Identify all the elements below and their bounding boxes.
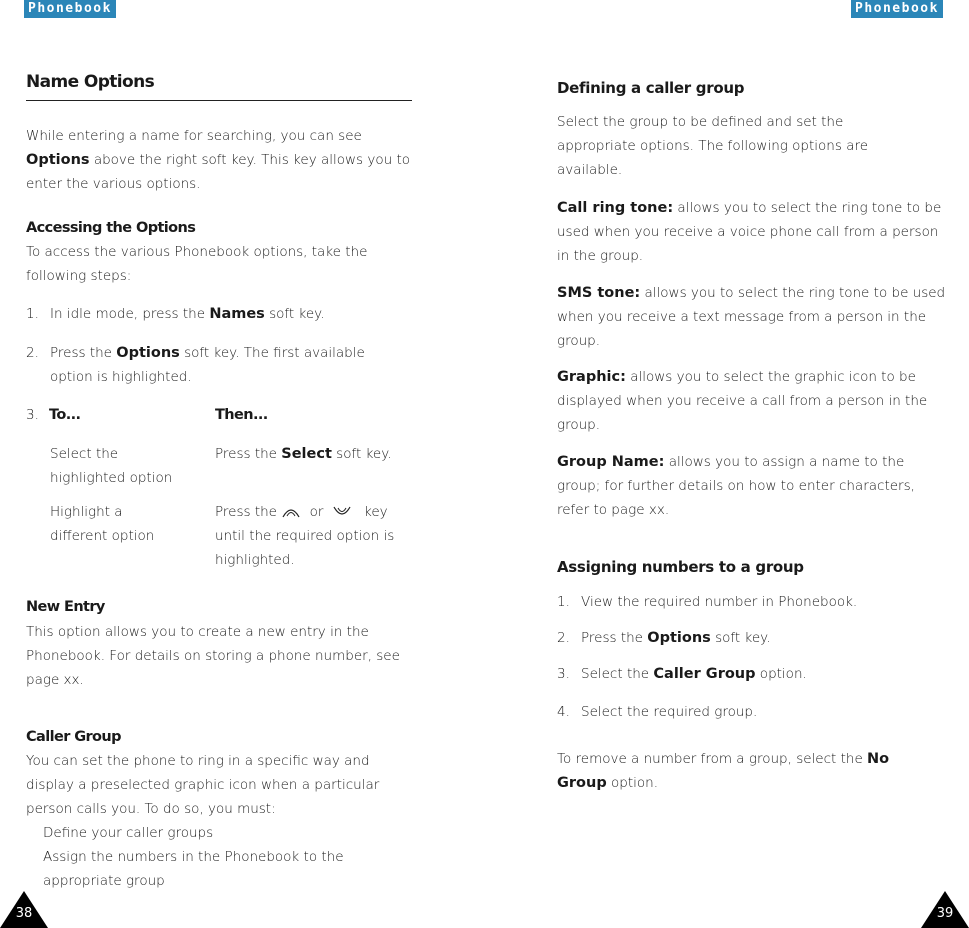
- assign-step-4-number: 4.: [557, 704, 570, 720]
- remove-group-text: To remove a number from a group, select the No Group option.: [557, 751, 890, 791]
- caller-group-text: You can set the phone to ring in a specific way and display a preselected graphic icon when a particular person calls you. To do so, you must:: [26, 753, 380, 817]
- option-graphic: Graphic: allows you to select the graphic icon to be displayed when you receive a call from a person in the group.: [557, 369, 928, 433]
- new-entry-text: This option allows you to create a new entry in the Phonebook. For details on storing a phone number, see page xx.: [26, 624, 400, 688]
- header-tab-right: Phonebook: [851, 0, 943, 18]
- assign-step-1-text: View the required number in Phonebook.: [581, 594, 858, 610]
- assign-step-2-text: Press the Options soft key.: [581, 630, 771, 646]
- page-number-right: 39: [936, 906, 954, 921]
- row1-then: Press the Select soft key.: [215, 446, 392, 462]
- intro-paragraph: While entering a name for searching, you can see Options above the right soft key. This key allows you to enter the various options.: [26, 128, 411, 192]
- assign-step-3-text: Select the Caller Group option.: [581, 666, 807, 682]
- option-call-ring-tone: Call ring tone: allows you to select the ring tone to be used when you receive a voice phone call from a person in the group.: [557, 200, 942, 264]
- assign-step-2-number: 2.: [557, 630, 570, 646]
- option-sms-tone: SMS tone: allows you to select the ring tone to be used when you receive a text message from a person in the group.: [557, 285, 946, 349]
- row2-to: Highlight a different option: [50, 504, 155, 544]
- step-1-number: 1.: [26, 306, 39, 322]
- defining-text: Select the group to be defined and set the appropriate options. The following options are available.: [557, 114, 869, 178]
- row2-then-line1: Press the or key: [215, 504, 388, 520]
- new-entry-heading: New Entry: [26, 599, 105, 615]
- assigning-heading: Assigning numbers to a group: [557, 558, 804, 576]
- header-tab-left: Phonebook: [24, 0, 116, 18]
- caller-group-item-1: Define your caller groups: [43, 825, 214, 841]
- accessing-heading: Accessing the Options: [26, 220, 196, 236]
- assign-step-4-text: Select the required group.: [581, 704, 758, 720]
- table-header-to: To...: [49, 407, 81, 423]
- up-arrow-key-icon: [281, 505, 301, 519]
- accessing-text: To access the various Phonebook options, take the following steps:: [26, 244, 368, 284]
- assign-step-1-number: 1.: [557, 594, 570, 610]
- page-title: Name Options: [26, 72, 155, 92]
- step-1-text: In idle mode, press the Names soft key.: [50, 306, 325, 322]
- step-2-number: 2.: [26, 345, 39, 361]
- title-divider: [26, 100, 412, 101]
- step-3-number: 3.: [26, 407, 39, 423]
- row2-then-rest: until the required option is highlighted.: [215, 528, 395, 568]
- step-2-text: Press the Options soft key. The first available option is highlighted.: [50, 345, 365, 385]
- table-header-then: Then...: [215, 407, 268, 423]
- option-group-name: Group Name: allows you to assign a name to the group; for further details on how to enter characters, refer to page xx.: [557, 454, 915, 518]
- down-arrow-key-icon: [332, 505, 352, 519]
- page-number-left: 38: [15, 906, 33, 921]
- row1-to: Select the highlighted option: [50, 446, 173, 486]
- caller-group-heading: Caller Group: [26, 729, 121, 745]
- caller-group-item-2: Assign the numbers in the Phonebook to the appropriate group: [43, 849, 344, 889]
- defining-heading: Defining a caller group: [557, 79, 745, 97]
- assign-step-3-number: 3.: [557, 666, 570, 682]
